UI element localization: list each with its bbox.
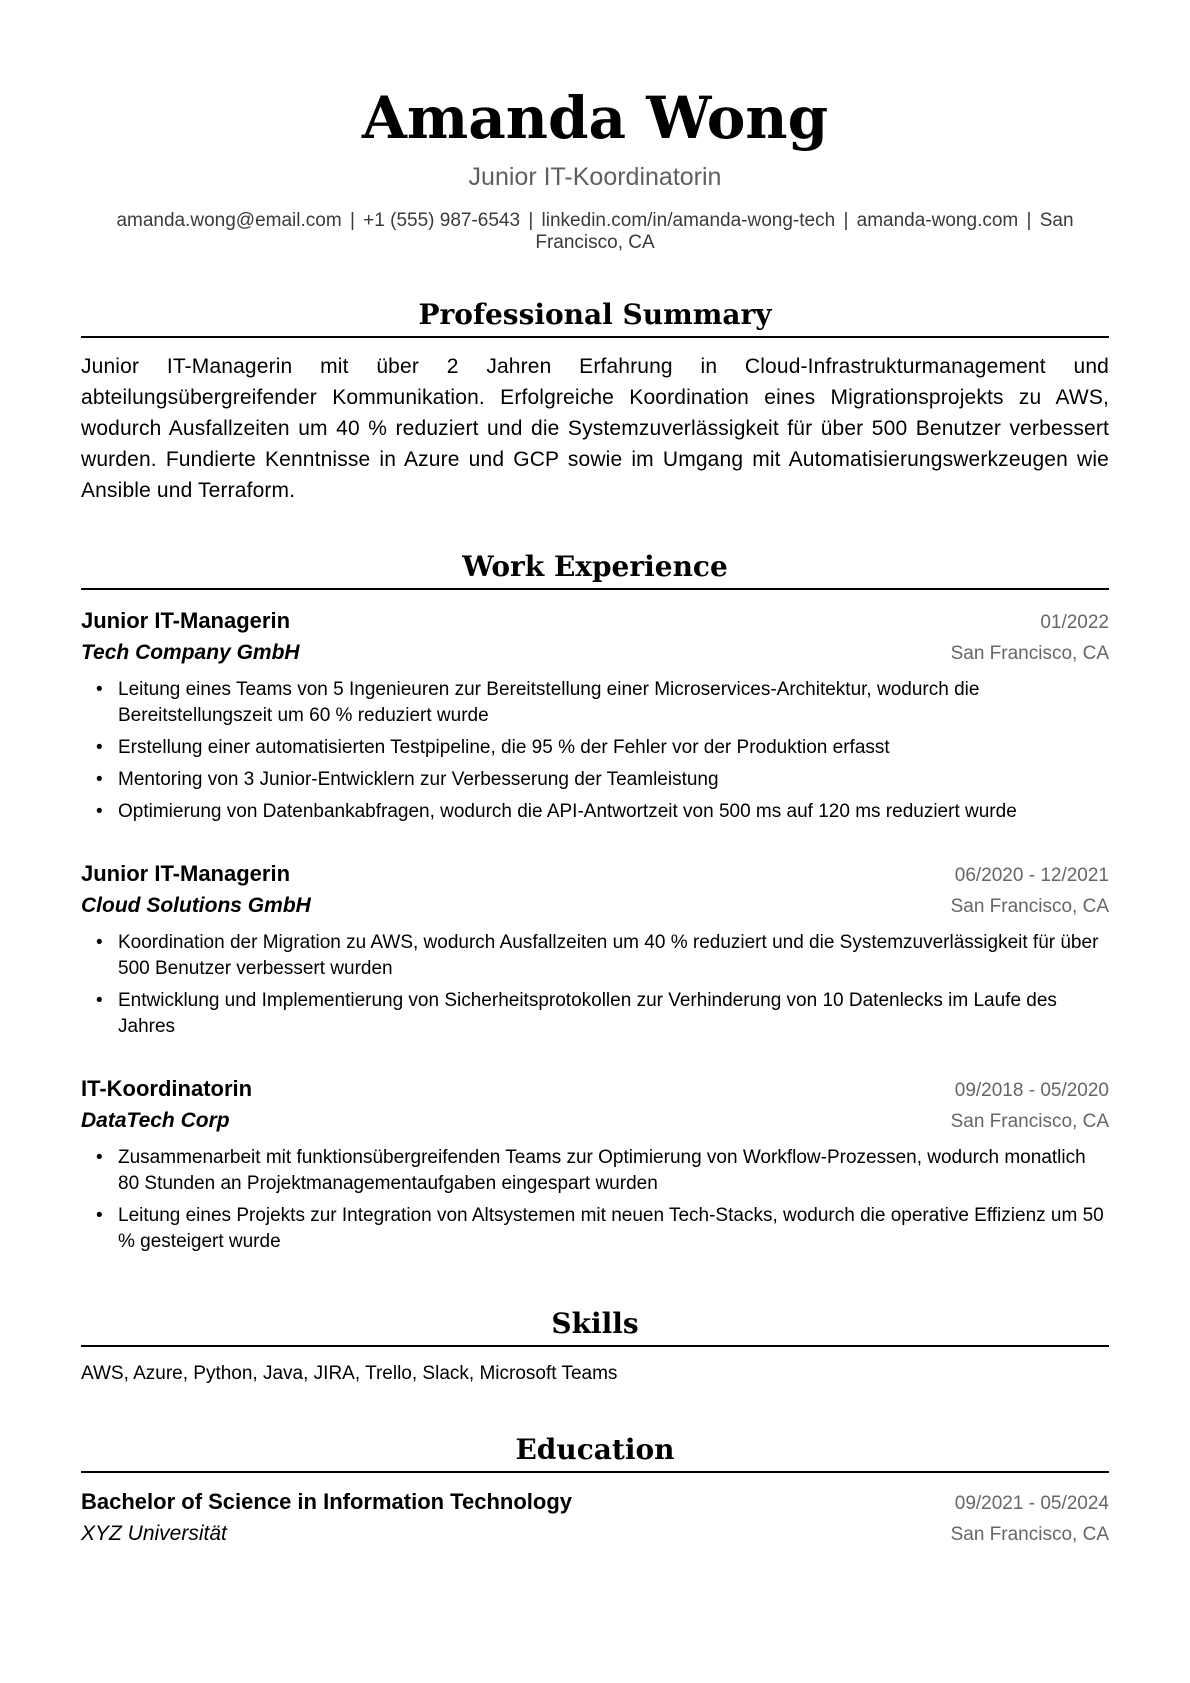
skills-list: AWS, Azure, Python, Java, JIRA, Trello, Slack, Microsoft Teams — [81, 1363, 618, 1384]
job-date: 06/2020 - 12/2021 — [954, 865, 1109, 886]
work-section — [81, 550, 1109, 1255]
job-company: Tech Company GmbH — [81, 641, 300, 664]
candidate-tagline: Junior IT-Koordinatorin — [468, 163, 722, 191]
contact-phone: +1 (555) 987-6543 — [363, 210, 521, 231]
job-location: San Francisco, CA — [950, 1111, 1109, 1132]
job-company: Cloud Solutions GmbH — [81, 894, 311, 917]
contact-email: amanda.wong@email.com — [116, 210, 342, 231]
job-bullet: • Leitung eines Teams von 5 Ingenieuren zur Bereitstellung einer Microservices-Architektur, wodurch die Bereitstellungszeit um 60 % reduziert wurde — [81, 677, 1109, 729]
job-bullets — [81, 677, 1109, 825]
education-location: San Francisco, CA — [950, 1524, 1109, 1545]
job-title: Junior IT-Managerin — [81, 608, 291, 633]
job-entry — [81, 859, 1109, 1040]
contact-linkedin: linkedin.com/in/amanda-wong-tech — [541, 210, 836, 231]
education-school: XYZ Universität — [81, 1522, 227, 1545]
job-entry — [81, 1074, 1109, 1255]
contact-separator: | — [349, 210, 355, 231]
job-bullet: • Zusammenarbeit mit funktionsübergreifenden Teams zur Optimierung von Workflow-Prozessen, wodurch monatlich 80 Stunden an Projektmanagementaufgaben eingespart wurden — [81, 1145, 1109, 1197]
contact-line — [81, 210, 1109, 254]
job-location: San Francisco, CA — [950, 896, 1109, 917]
job-bullet: • Mentoring von 3 Junior-Entwicklern zur Verbesserung der Teamleistung — [81, 767, 1109, 793]
summary-section — [81, 298, 1109, 506]
section-title-summary: Professional Summary — [81, 298, 1109, 338]
job-bullet: • Leitung eines Projekts zur Integration von Altsystemen mit neuen Tech-Stacks, wodurch die operative Effizienz um 50 % gesteigert wurde — [81, 1203, 1109, 1255]
section-title-skills: Skills — [81, 1307, 1109, 1347]
job-title: Junior IT-Managerin — [81, 861, 291, 886]
job-company: DataTech Corp — [81, 1109, 230, 1132]
section-title-work: Work Experience — [81, 550, 1109, 590]
education-entry — [81, 1487, 1109, 1550]
contact-location: San Francisco, CA — [535, 210, 1074, 253]
education-section — [81, 1433, 1109, 1550]
job-entry — [81, 606, 1109, 825]
job-bullet: • Erstellung einer automatisierten Testpipeline, die 95 % der Fehler vor der Produktion erfasst — [81, 735, 1109, 761]
job-bullet: • Koordination der Migration zu AWS, wodurch Ausfallzeiten um 40 % reduziert und die Systemzuverlässigkeit für über 500 Benutzer verbessert wurden — [81, 930, 1109, 982]
section-title-education: Education — [81, 1433, 1109, 1473]
summary-text: Junior IT-Managerin mit über 2 Jahren Erfahrung in Cloud-Infrastrukturmanagement und abteilungsübergreifender Kommunikation. Erfolgreiche Koordination eines Migrationsprojekts zu AWS, wodurch Ausfallzeiten um 40 % reduziert und die Systemzuverlässigkeit für über 500 Benutzer verbessert wurden. Fundierte Kenntnisse in Azure und GCP sowie im Umgang mit Automatisierungswerkzeugen wie Ansible und Terraform. — [81, 355, 1109, 502]
job-date: 09/2018 - 05/2020 — [954, 1080, 1109, 1101]
education-date: 09/2021 - 05/2024 — [954, 1493, 1109, 1514]
candidate-name: Amanda Wong — [361, 84, 829, 152]
skills-section — [81, 1307, 1109, 1387]
contact-separator: | — [528, 210, 534, 231]
contact-website: amanda-wong.com — [856, 210, 1019, 231]
job-bullets — [81, 1145, 1109, 1255]
contact-separator: | — [843, 210, 849, 231]
job-date: 01/2022 — [1040, 612, 1109, 633]
job-bullets — [81, 930, 1109, 1040]
contact-separator: | — [1026, 210, 1032, 231]
job-location: San Francisco, CA — [950, 643, 1109, 664]
education-degree: Bachelor of Science in Information Technology — [81, 1489, 572, 1514]
job-title: IT-Koordinatorin — [81, 1076, 253, 1101]
job-bullet: • Optimierung von Datenbankabfragen, wodurch die API-Antwortzeit von 500 ms auf 120 ms reduziert wurde — [81, 799, 1109, 825]
job-bullet: • Entwicklung und Implementierung von Sicherheitsprotokollen zur Verhinderung von 10 Datenlecks im Laufe des Jahres — [81, 988, 1109, 1040]
resume-header — [81, 0, 1109, 254]
